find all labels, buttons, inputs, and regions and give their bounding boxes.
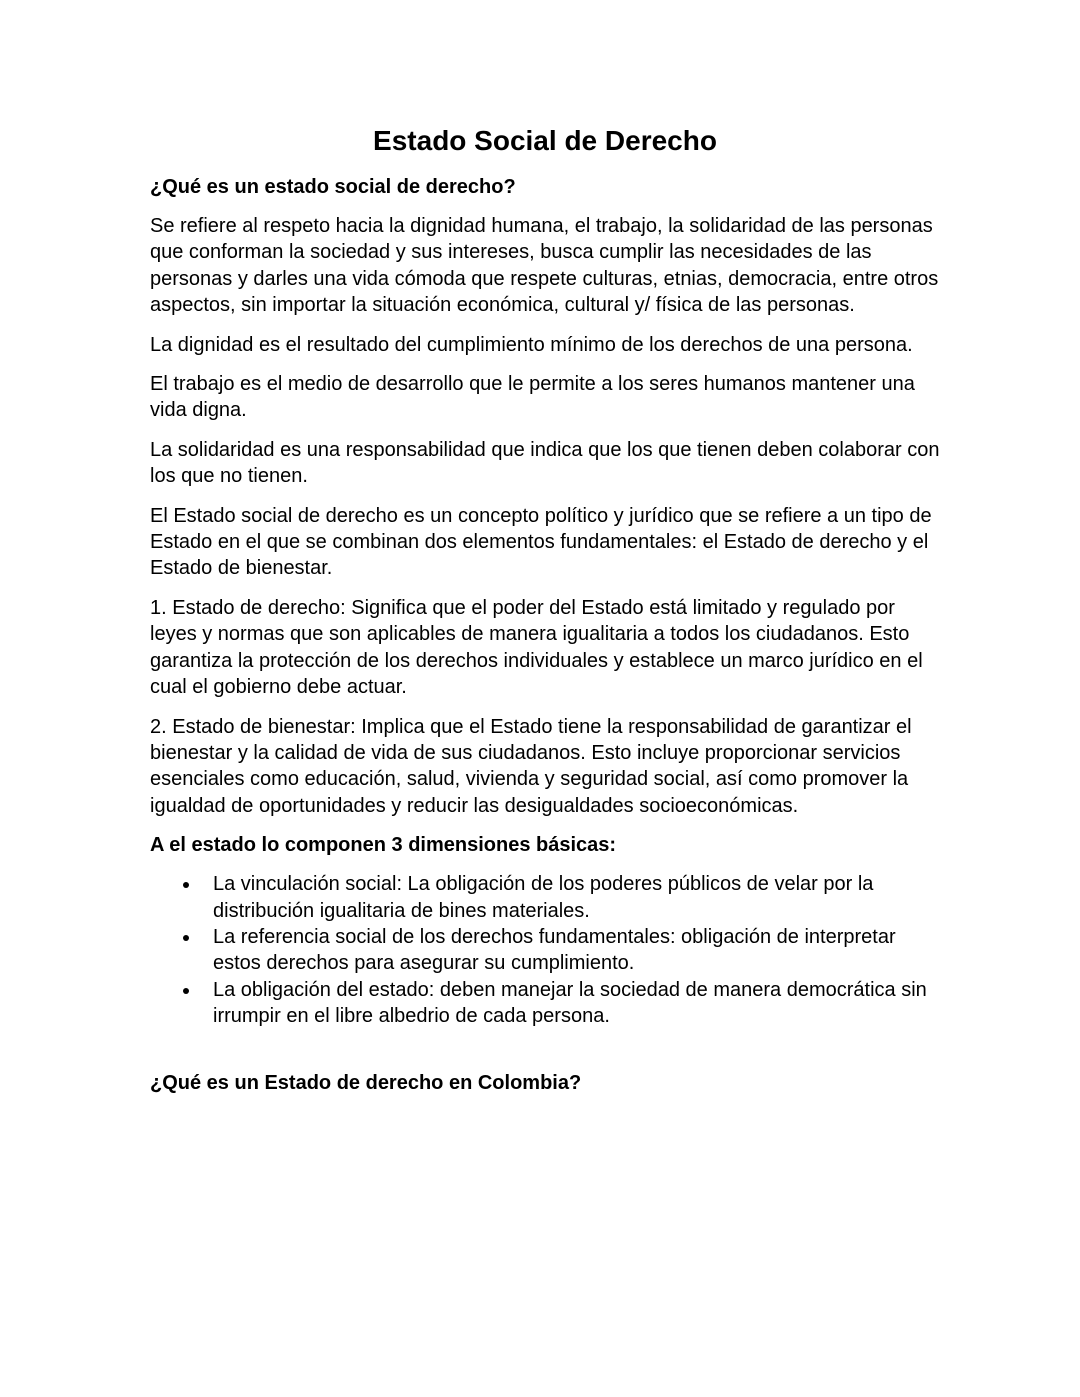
list-item-text: La vinculación social: La obligación de los poderes públicos de velar por la distribución igualitaria de bines materiales. <box>213 873 874 922</box>
document-title: Estado Social de Derecho <box>373 125 717 156</box>
list-item <box>150 977 940 1030</box>
bullet-icon <box>183 988 189 994</box>
bullet-icon <box>183 882 189 888</box>
paragraph-work: El trabajo es el medio de desarrollo que le permite a los seres humanos mantener una vida digna. <box>150 373 915 422</box>
document-page <box>150 122 940 1109</box>
paragraph-concept: El Estado social de derecho es un concepto político y jurídico que se refiere a un tipo de Estado en el que se combinan dos elementos fundamentales: el Estado de derecho y el Estado de bienestar. <box>150 504 932 580</box>
bullet-icon <box>183 935 189 941</box>
list-item <box>150 871 940 924</box>
list-item <box>150 924 940 977</box>
list-item-text: La referencia social de los derechos fundamentales: obligación de interpretar estos derechos para asegurar su cumplimiento. <box>213 925 896 975</box>
paragraph-welfare-state: 2. Estado de bienestar: Implica que el Estado tiene la responsabilidad de garantizar el bienestar y la calidad de vida de sus ciudadanos. Esto incluye proporcionar servicios esenciales como educación, salud, vivienda y seguridad social, así como promover la igualdad de oportunidades y reducir las desigualdades socioeconómicas. <box>150 715 912 817</box>
list-item-text: La obligación del estado: deben manejar la sociedad de manera democrática sin irrumpir en el libre albedrio de cada persona. <box>213 978 927 1028</box>
section-heading-what-is: ¿Qué es un estado social de derecho? <box>150 176 516 198</box>
paragraph-solidarity: La solidaridad es una responsabilidad que indica que los que tienen deben colaborar con los que no tienen. <box>150 438 940 488</box>
paragraph-dignity: La dignidad es el resultado del cumplimiento mínimo de los derechos de una persona. <box>150 333 913 356</box>
section-heading-dimensions: A el estado lo componen 3 dimensiones básicas: <box>150 834 617 857</box>
paragraph-rule-of-law: 1. Estado de derecho: Significa que el poder del Estado está limitado y regulado por leyes y normas que son aplicables de manera igualitaria a todos los ciudadanos. Esto garantiza la protección de los derechos individuales y establece un marco jurídico en el cual el gobierno debe actuar. <box>150 596 923 699</box>
paragraph-definition: Se refiere al respeto hacia la dignidad humana, el trabajo, la solidaridad de las personas que conforman la sociedad y sus intereses, busca cumplir las necesidades de las personas y darles una vida cómoda que respete culturas, etnias, democracia, entre otros aspectos, sin importar la situación económica, cultural y/ física de las personas. <box>150 215 939 317</box>
dimensions-list <box>150 871 940 1029</box>
section-heading-colombia: ¿Qué es un Estado de derecho en Colombia? <box>150 1071 582 1094</box>
